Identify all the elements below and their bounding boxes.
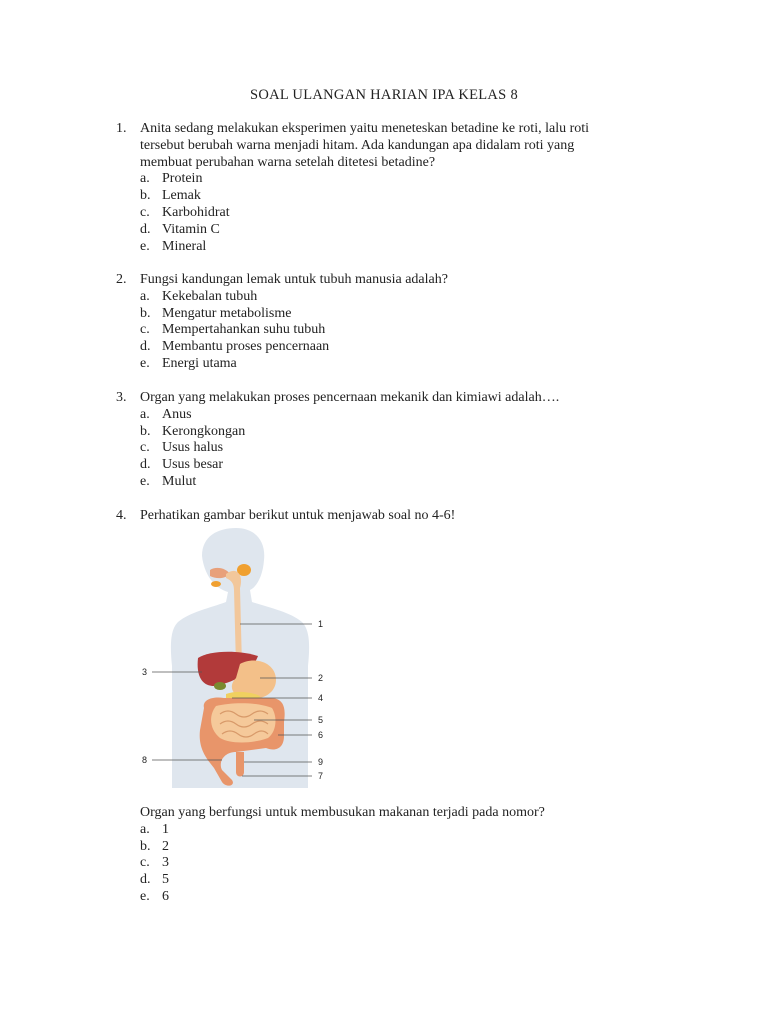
question-number: 4. [116,508,127,523]
option-d [140,872,660,889]
figure-label-4: 4 [318,693,324,703]
option-text: 3 [162,855,169,871]
question-line: Perhatikan gambar berikut untuk menjawab soal no 4-6! [140,508,456,523]
option-text: Kerongkongan [162,423,246,439]
question-number: 2. [116,272,127,287]
rectum-shape [236,752,244,777]
option-letter: e. [140,355,150,371]
question-stem [140,390,656,407]
option-d [140,222,656,239]
option-a [140,171,656,188]
option-letter: b. [140,423,151,439]
option-text: Kekebalan tubuh [162,288,258,304]
question-number: 1. [116,121,127,136]
option-text: Mineral [162,238,207,254]
option-d [140,339,656,356]
option-letter: c. [140,322,150,338]
option-b [140,306,656,323]
option-e [140,889,660,906]
followup-question: Organ yang berfungsi untuk membusukan makanan terjadi pada nomor? [140,805,545,820]
option-e [140,356,656,373]
option-text: 1 [162,821,169,837]
option-text: Mengatur metabolisme [162,305,292,321]
option-text: Energi utama [162,355,237,371]
figure-label-9: 9 [318,757,324,767]
salivary-gland-small [211,581,221,587]
option-letter: e. [140,473,150,489]
option-c [140,205,656,222]
question-line: membuat perubahan warna setelah ditetesi betadine? [140,154,436,170]
option-text: Lemak [162,188,201,204]
option-c [140,440,656,457]
option-letter: a. [140,821,150,837]
option-letter: d. [140,457,151,473]
figure-label-1: 1 [318,619,324,629]
option-c [140,322,656,339]
digestive-system-diagram [140,526,340,788]
option-list [140,289,656,373]
question-4-followup [140,805,660,906]
option-list [140,171,656,255]
question-4 [116,508,656,525]
option-letter: e. [140,238,150,254]
figure-label-7: 7 [318,771,324,781]
question-stem [140,121,656,171]
question-line: Organ yang melakukan proses pencernaan mekanik dan kimiawi adalah…. [140,390,560,405]
option-text: Karbohidrat [162,204,230,220]
question-3 [116,390,656,491]
option-letter: a. [140,406,150,422]
option-e [140,474,656,491]
figure-label-8: 8 [142,755,148,765]
question-2 [116,272,656,373]
option-text: Usus besar [162,457,224,473]
option-text: Mulut [162,473,197,489]
option-c [140,855,660,872]
option-text: Membantu proses pencernaan [162,339,330,355]
option-letter: b. [140,188,151,204]
option-text: 2 [162,838,169,854]
option-list [140,822,660,906]
option-text: Vitamin C [162,221,220,237]
option-text: Usus halus [162,440,224,456]
option-letter: c. [140,440,150,456]
option-text: Mempertahankan suhu tubuh [162,322,326,338]
question-line: Anita sedang melakukan eksperimen yaitu meneteskan betadine ke roti, lalu roti [140,121,590,136]
question-number: 3. [116,390,127,405]
option-d [140,457,656,474]
option-a [140,289,656,306]
figure-label-5: 5 [318,715,324,725]
option-list [140,407,656,491]
option-b [140,839,660,856]
option-text: 5 [162,872,169,888]
option-letter: d. [140,339,151,355]
question-line: tersebut berubah warna menjadi hitam. Ada kandungan apa didalam roti yang [140,137,575,153]
option-e [140,239,656,256]
option-b [140,424,656,441]
option-text: 6 [162,888,169,904]
figure-label-6: 6 [318,730,324,740]
option-b [140,188,656,205]
option-letter: b. [140,838,151,854]
gallbladder-shape [214,682,226,690]
option-text: Protein [162,171,203,187]
question-stem [140,508,656,525]
option-letter: c. [140,855,150,871]
option-a [140,822,660,839]
option-a [140,407,656,424]
question-line: Fungsi kandungan lemak untuk tubuh manusia adalah? [140,272,448,287]
digestive-system-illustration [140,526,340,788]
figure-label-3: 3 [142,667,148,677]
option-letter: d. [140,872,151,888]
option-letter: c. [140,204,150,220]
option-text: Anus [162,406,192,422]
option-letter: b. [140,305,151,321]
option-letter: d. [140,221,151,237]
question-1 [116,121,656,255]
figure-label-2: 2 [318,673,324,683]
option-letter: a. [140,171,150,187]
question-stem [140,272,656,289]
option-letter: a. [140,288,150,304]
option-letter: e. [140,888,150,904]
page-title: SOAL ULANGAN HARIAN IPA KELAS 8 [249,87,519,103]
